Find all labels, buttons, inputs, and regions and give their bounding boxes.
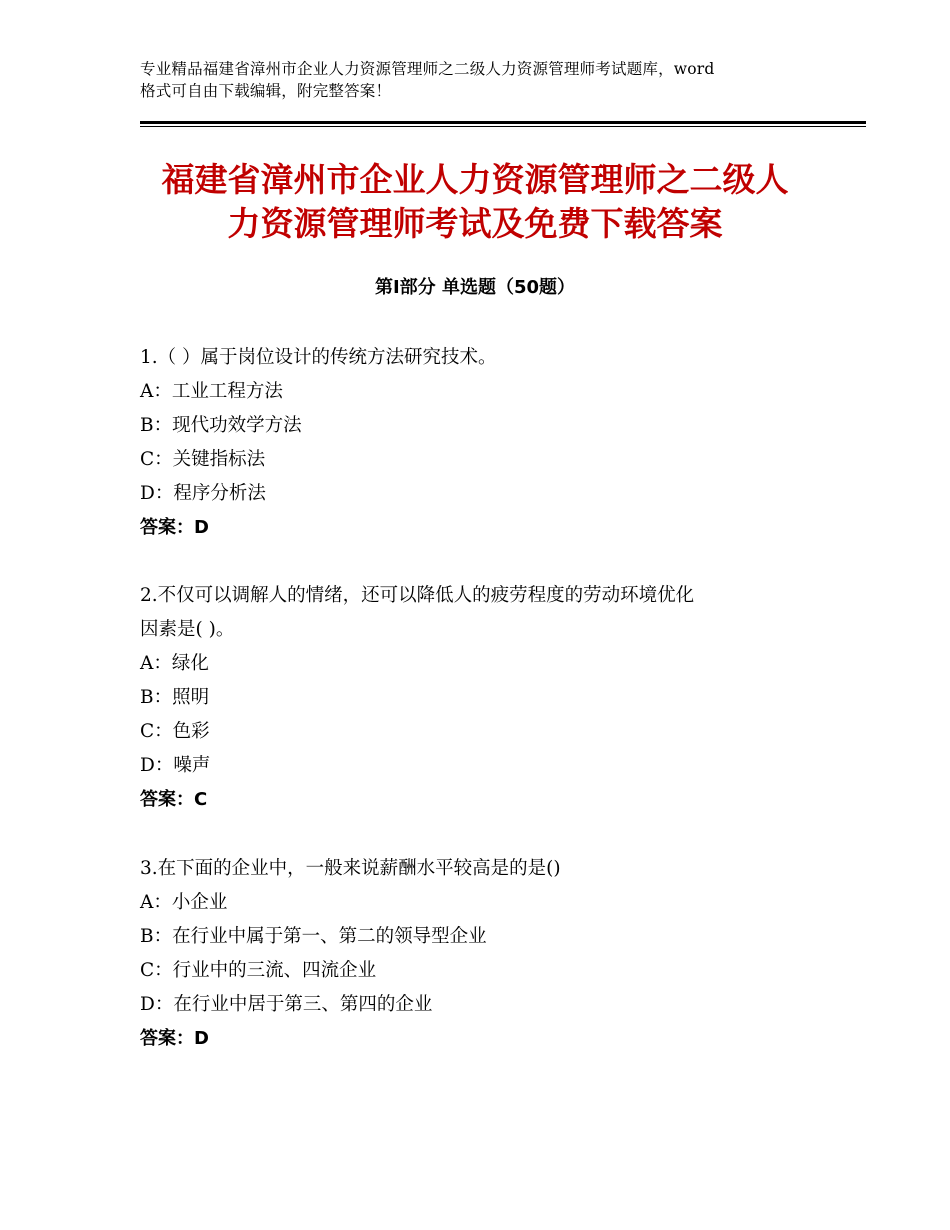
option-c: C：关键指标法 bbox=[140, 449, 266, 470]
option-c: C：行业中的三流、四流企业 bbox=[140, 960, 377, 981]
answer: 答案：C bbox=[140, 789, 208, 810]
question-1 bbox=[140, 341, 840, 545]
answer: 答案：D bbox=[140, 517, 209, 538]
question-stem: 2.不仅可以调解人的情绪，还可以降低人的疲劳程度的劳动环境优化 bbox=[140, 585, 695, 606]
option-d: D：噪声 bbox=[140, 755, 211, 776]
option-c: C：色彩 bbox=[140, 721, 210, 742]
header-rule-thin bbox=[140, 126, 866, 127]
question-2 bbox=[140, 579, 840, 817]
option-b: B：在行业中属于第一、第二的领导型企业 bbox=[140, 926, 487, 947]
option-b: B：照明 bbox=[140, 687, 210, 708]
answer: 答案：D bbox=[140, 1028, 209, 1049]
option-d: D：在行业中居于第三、第四的企业 bbox=[140, 994, 433, 1015]
header-note-line-1: 专业精品福建省漳州市企业人力资源管理师之二级人力资源管理师考试题库，word bbox=[140, 60, 715, 78]
header-rule-thick bbox=[140, 121, 866, 124]
option-b: B：现代功效学方法 bbox=[140, 415, 302, 436]
question-stem: 1.（ ）属于岗位设计的传统方法研究技术。 bbox=[140, 347, 497, 368]
document-title-line-2: 力资源管理师考试及免费下载答案 bbox=[227, 204, 723, 243]
option-a: A：小企业 bbox=[140, 892, 228, 913]
question-stem-continued: 因素是( )。 bbox=[140, 619, 235, 640]
question-3 bbox=[140, 852, 840, 1056]
header-note-line-2: 格式可自由下载编辑，附完整答案！ bbox=[140, 82, 392, 100]
section-heading: 第Ⅰ部分 单选题（50题） bbox=[374, 277, 575, 298]
document-title bbox=[100, 158, 850, 246]
option-a: A：工业工程方法 bbox=[140, 381, 283, 402]
header-note bbox=[140, 58, 820, 102]
document-title-line-1: 福建省漳州市企业人力资源管理师之二级人 bbox=[161, 160, 789, 199]
question-stem: 3.在下面的企业中，一般来说薪酬水平较高是的是() bbox=[140, 858, 561, 879]
option-a: A：绿化 bbox=[140, 653, 209, 674]
option-d: D：程序分析法 bbox=[140, 483, 266, 504]
